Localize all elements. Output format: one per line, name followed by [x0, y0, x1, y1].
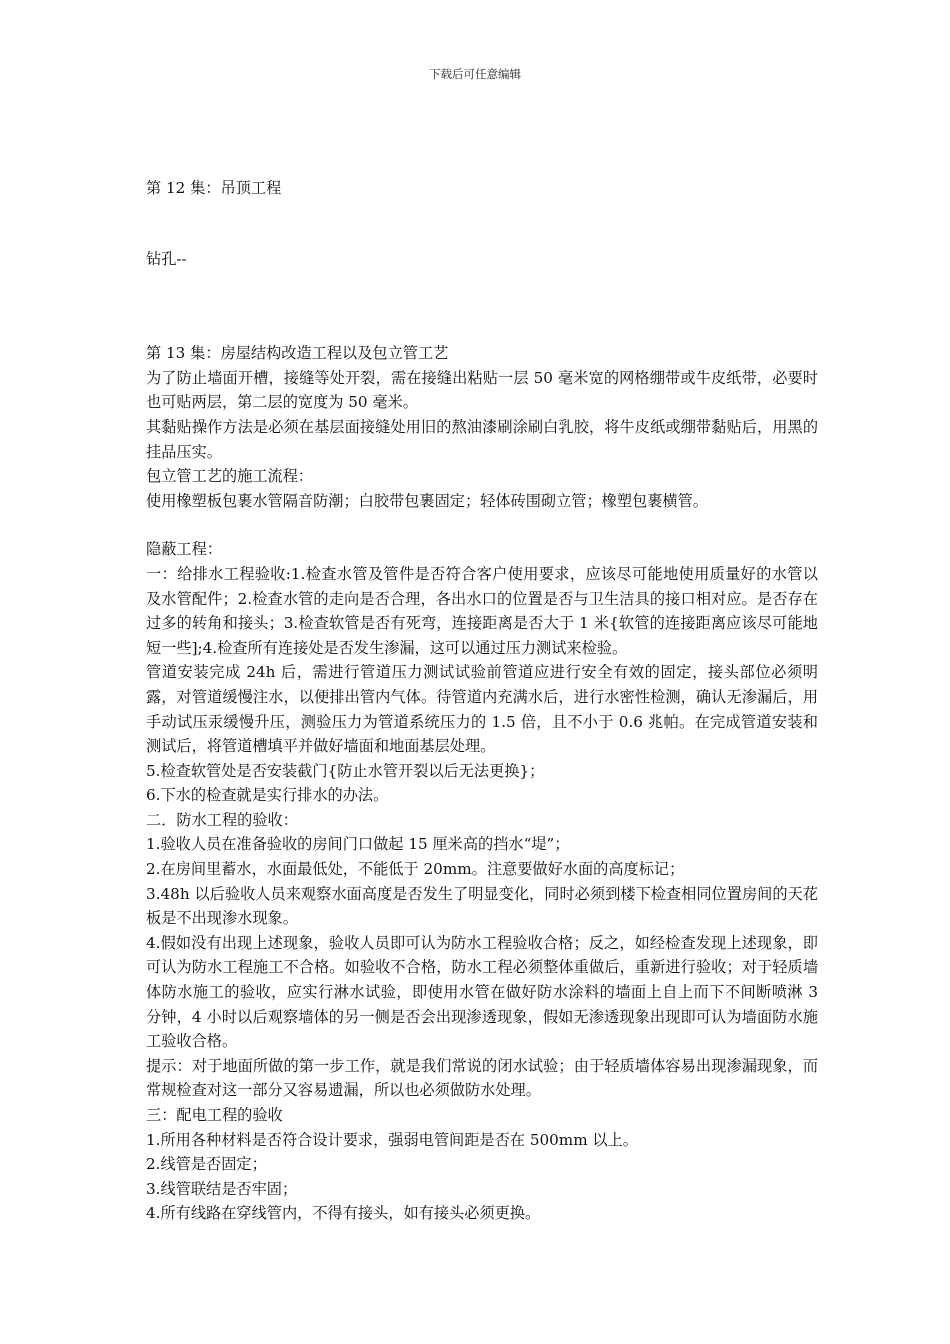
spacer [146, 201, 818, 247]
electrical-item-4: 4.所有线路在穿线管内，不得有接头，如有接头必须更换。 [146, 1204, 541, 1223]
waterproof-item-4: 4.假如没有出现上述现象，验收人员即可认为防水工程验收合格；反之，如经检查发现上述现象，即可认为防水工程施工不合格。如验收不合格，防水工程必须整体重做后，重新进行验收；对于轻质墙体防水施工的验收，应实行淋水试验，即使用水管在做好防水涂料的墙面上自上而下不间断喷淋 3 分钟，4 小时以后观察墙体的另一侧是否会出现渗透现象，假如无渗透现象出现即可认为墙面防水施工验收合格。 [146, 933, 818, 1051]
electrical-item-1: 1.所用各种材料是否符合设计要求，强弱电管间距是否在 500mm 以上。 [146, 1130, 638, 1149]
paragraph-process-steps: 使用橡塑板包裹水管隔音防潮；白胶带包裹固定；轻体砖围砌立管；橡塑包裹横管。 [146, 491, 708, 510]
waterproof-item-2: 2.在房间里蓄水，水面最低处，不能低于 20mm。注意要做好水面的高度标记； [146, 860, 685, 879]
page-header: 下载后可任意编辑 [429, 67, 521, 81]
spacer [146, 271, 818, 317]
waterproof-heading: 二．防水工程的验收： [146, 810, 298, 829]
item-6-drain: 6.下水的检查就是实行排水的办法。 [146, 786, 389, 805]
paragraph-method: 其黏贴操作方法是必须在基层面接缝处用旧的熬油漆刷涂刷白乳胶，将牛皮纸或绷带黏贴后，用黑的挂品压实。 [146, 417, 818, 461]
waterproof-tip: 提示：对于地面所做的第一步工作，就是我们常说的闭水试验；由于轻质墙体容易出现渗漏现象，而常规检查对这一部分又容易遗漏，所以也必须做防水处理。 [146, 1056, 818, 1100]
paragraph-process-title: 包立管工艺的施工流程： [146, 467, 314, 486]
document-body [146, 176, 818, 1226]
electrical-item-3: 3.线管联结是否牢固； [146, 1179, 298, 1198]
waterproof-item-1: 1.验收人员在准备验收的房间门口做起 15 厘米高的挡水“堤”； [146, 835, 570, 854]
paragraph-tape: 为了防止墙面开槽，接缝等处开裂，需在接缝出粘贴一层 50 毫米宽的网格绷带或牛皮纸带，必要时也可贴两层，第二层的宽度为 50 毫米。 [146, 368, 818, 412]
episode-12-title: 第 12 集：吊顶工程 [146, 179, 282, 197]
section-pressure-test: 管道安装完成 24h 后，需进行管道压力测试试验前管道应进行安全有效的固定，接头部位必须明露，对管道缓慢注水，以便排出管内气体。待管道内充满水后，进行水密性检测，确认无渗漏后，用手动试压汞缓慢升压，测验压力为管道系统压力的 1.5 倍，且不小于 0.6 兆帕。在完成管道安装和测试后，将管道槽填平并做好墙面和地面基层处理。 [146, 663, 818, 756]
spacer [146, 317, 818, 341]
spacer [146, 513, 818, 537]
episode-12-note: 钻孔-- [146, 249, 187, 268]
electrical-item-2: 2.线管是否固定； [146, 1155, 267, 1174]
waterproof-item-3: 3.48h 以后验收人员来观察水面高度是否发生了明显变化，同时必须到楼下检查相同位置房间的天花板是不出现渗水现象。 [146, 884, 818, 928]
electrical-heading: 三：配电工程的验收 [146, 1106, 283, 1124]
episode-13-title: 第 13 集：房屋结构改造工程以及包立管工艺 [146, 344, 449, 363]
hidden-project-title: 隐蔽工程： [146, 540, 222, 559]
item-5-hose: 5.检查软管处是否安装截门{防止水管开裂以后无法更换}； [146, 761, 545, 780]
section-water-supply: 一：给排水工程验收:1.检查水管及管件是否符合客户使用要求，应该尽可能地使用质量好的水管以及水管配件；2.检查水管的走向是否合理，各出水口的位置是否与卫生洁具的接口相对应。是否存在过多的转角和接头；3.检查软管是否有死弯，连接距离是否大于 1 米{软管的连接距离应该尽可能地短一些];4.检查所有连接处是否发生渗漏，这可以通过压力测试来检验。 [146, 564, 818, 657]
